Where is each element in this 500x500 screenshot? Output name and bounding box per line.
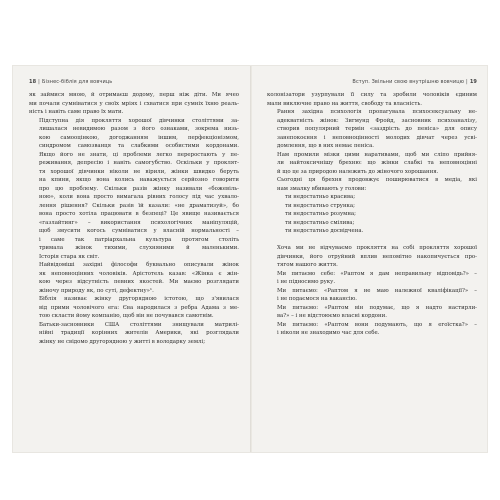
book-title: Бізнес-біблія для вовчиць [41,79,113,85]
page-number-right: 19 [469,79,477,85]
text-line: ли найтоксичнішу брехню: що жінки слабкі та неповноцінні [277,160,477,166]
text-line: й що це за природою належить до жіночого хорошання. [277,168,439,175]
text-line: ми почали сумніватися у своїх мріях і схватися при сумніх їхню реаль- [29,100,239,107]
text-line: Нам промили мізки цими наративами, щоб ми сліпо прийня- [277,151,477,158]
right-page-body [267,91,477,338]
paragraph [267,108,477,151]
text-line: занепокоєння і неповноцінності молодих дівчат через усві- [277,134,477,141]
text-line: колонізатори узурпували її силу та зробили чоловіків єдиним [267,92,477,98]
text-line: тягом нашого життя. [277,262,338,268]
text-line: жінку не свідомо другорядною у житті в володарку землі; [39,338,206,345]
running-head-left: 18 | Бізнес-біблія для вовчиць [29,79,113,85]
text-line: лення рішення? Скільки разів їй казали: «не драматизуй», бо [39,202,239,209]
paragraph [29,117,239,262]
text-line: жіночу природу як, по суті, дефектну»¹. [39,287,154,294]
text-line: Підступна дія прокляття хорошої дівчинки століттями за- [39,117,239,124]
text-line: і ніколи не знаходимо час для себе. [277,330,380,336]
text-line: як займися мною, й отримаєш додому, перш ніж діти. Ми ячео [29,92,239,98]
text-line: ною», коли вона просто вимагала рівних голосу під час ухвало- [39,194,239,200]
list-item: ти недостатньо струнка; [285,202,355,209]
text-line: домлення, що в них немає пеніса. [277,143,375,149]
paragraph [29,295,239,321]
paragraph [267,244,477,270]
text-line: від прими чоловічого ега: Єва народилася з ребра Адама з ме- [39,304,239,311]
text-line: Якщо його не знати, ці проблеми легко переростають у пе- [39,151,239,158]
text-line: «газлайтинг» – використання психологічних маніпуляцій, [39,219,239,226]
text-line: Найвідоміші західні філософи буквально описували жінок [39,262,239,268]
left-page [29,78,239,346]
text-line: і не підносимо руку. [277,279,336,285]
text-line: Ми питаємо: «Раптом я не маю належної кваліфікації?» – [277,287,477,294]
paragraph [267,91,477,108]
paragraph [267,304,477,321]
text-line: Рання західна психологія пропагувала психосексуальну не- [277,109,477,115]
book-gutter [250,66,252,452]
text-line: Хоча ми не відчуваємо прокляття на собі прокляття хорошої [277,245,477,251]
text-line: нам змалку вбивають у голови: [277,185,367,192]
text-line: щоб змусити когось сумніватися у власній нормальності – [39,228,239,234]
text-line: створив популярний термін «заздрість до пеніса» для опису [277,126,477,132]
paragraph [29,261,239,295]
text-line: вона просто хотіла працювати в безпеці? Це явище називається [39,211,239,217]
list-item: ти недостатньо досвідчена. [285,228,364,234]
right-page [267,78,477,338]
running-head-right: Вступ. Звільни свою внутрішню вовчицю | 19 [352,79,477,85]
paragraph [29,91,239,117]
blank-line [267,236,477,245]
text-line: як неповноцінних чоловіків. Арістотель казав: «Жінка є жін- [39,270,239,277]
text-line: ність і навіть саме право їх мати. [29,109,124,115]
text-line: і саме так патріархальна культура протягом століть [39,236,239,243]
text-line: Ми питаємо себе: «Раптом я дам неправильну відповідь?» – [277,270,477,277]
text-line: тримала жінок тихими, слухняними й маленькими. [39,245,239,251]
text-line: Ми питаємо: «Раптом він подумає, що я надто настирли- [277,304,477,311]
list-item: ти недостатньо смілива; [285,219,355,226]
text-line: дівчинки, його отруйний вплив непомітно накопичується про- [277,253,477,260]
text-line: тя хорошої дівчинки ніколи не вірили, жінки швидко беруть [39,168,239,175]
text-line: Батьки-засновники США століттями знищували матрилі- [39,321,239,328]
paragraph [29,321,239,347]
list-item: ти недостатньо розумна; [285,211,356,217]
left-page-body [29,91,239,346]
page-number-left: 18 [29,79,37,85]
list-block [267,193,477,236]
paragraph [267,270,477,287]
text-line: адекватність жінок: Зигмунд Фройд, засновник психоаналізу, [277,117,477,124]
text-line: лишалася невидимою разом з його ознаками, зокрема низь- [39,126,239,132]
text-line: кою через відсутність певних якостей. Ми маємо розглядати [39,279,239,285]
text-line: Біблія називає жінку другорядною істотою, що з'явилася [39,296,239,302]
paragraph [267,151,477,177]
paragraph [267,176,477,193]
text-line: ва?» – і не відстоюємо власні кордони. [277,313,387,319]
text-line: кою самооцінкою, догоджанням іншим, перфекціонізмом, [39,134,239,141]
chapter-title: Вступ. Звільни свою внутрішню вовчицю [352,79,465,85]
paragraph [267,287,477,304]
text-line: Ми питаємо: «Раптом вони подумають, що я егоїстка?» – [277,321,477,328]
paragraph [267,321,477,338]
text-line: реживання, депресію і навіть самогубство. Оскільки у проклят- [39,160,239,166]
text-line: тою скласти йому компанію, щоб він не почувався самотнім. [39,313,214,319]
text-line: і не подаємося на вакансію. [277,296,357,302]
list-item: ти недостатньо красива; [285,194,356,200]
text-line: про цю проблему. Скільки разів жінку називали «божевіль- [39,185,239,192]
text-line: синдромом самозванця та слабкими особистими кордонами. [39,143,239,149]
text-line: мали виключне право на життя, свободу та власність. [267,100,422,107]
book-spread [13,66,487,452]
text-line: на кпини, якщо вона колись наважується серйозно говорити [39,177,239,183]
text-line: нійні традиції корінних жителів Америки, які розглядали [39,330,239,336]
text-line: Сьогодні ця брехня продовжує поширюватися в медіа, які [277,177,477,183]
text-line: Історія стара як світ. [39,253,100,260]
